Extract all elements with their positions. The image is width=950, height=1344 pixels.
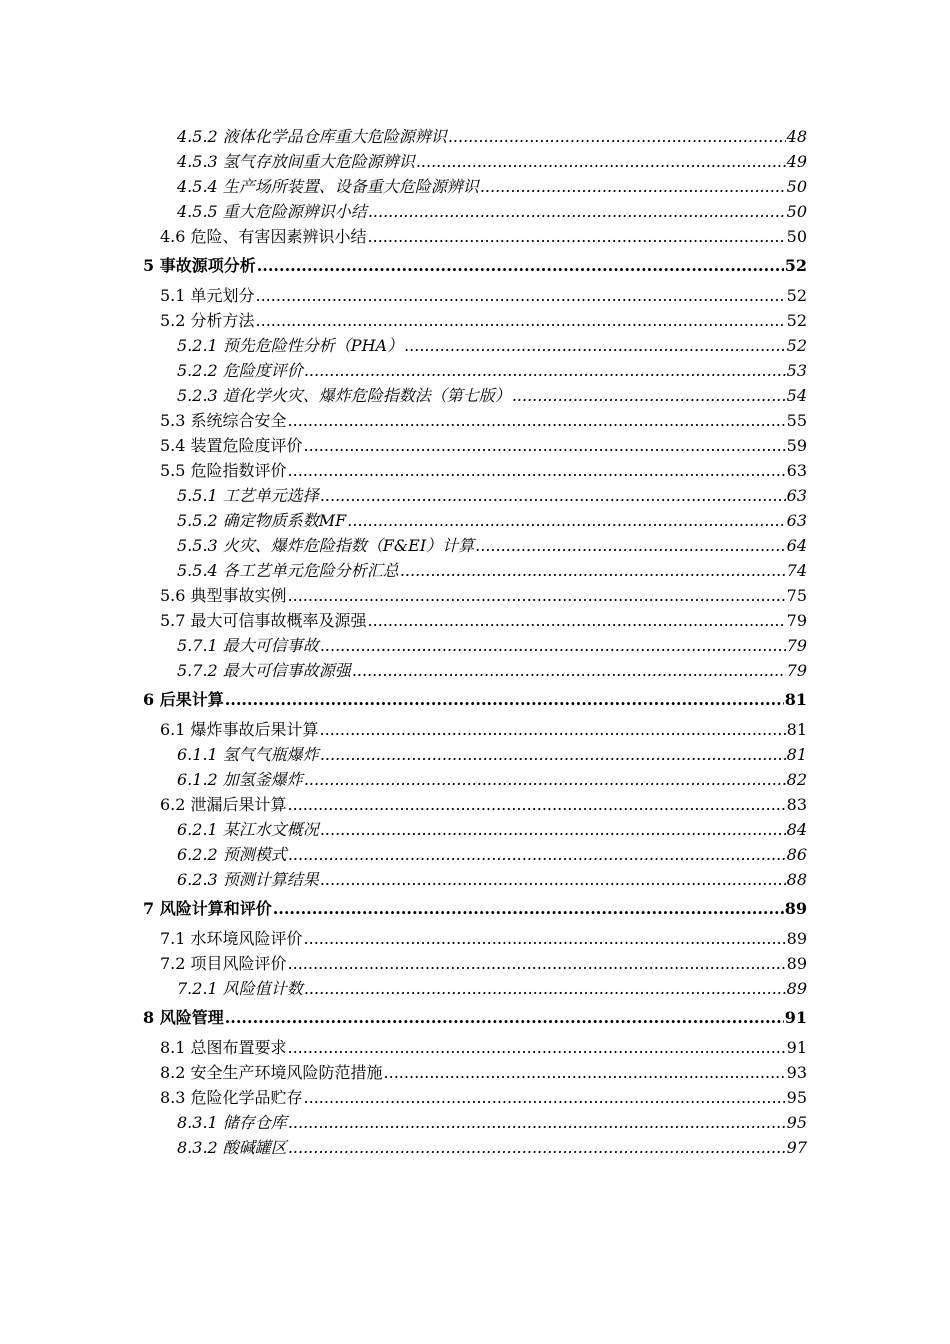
toc-leader-dots (475, 533, 785, 558)
toc-entry-page: 50 (786, 227, 807, 246)
toc-entry-title: 5.5 危险指数评价 (160, 461, 287, 480)
toc-leader-dots (384, 1060, 786, 1085)
toc-entry[interactable] (143, 558, 807, 583)
toc-entry[interactable] (143, 149, 807, 174)
toc-entry-title: 5.1 单元划分 (160, 286, 255, 305)
toc-leader-dots (480, 174, 786, 199)
toc-entry[interactable] (143, 333, 807, 358)
toc-entry-title: 5.5.3 火灾、爆炸危险指数（F&EI）计算 (177, 536, 475, 555)
toc-leader-dots (320, 742, 786, 767)
toc-leader-dots (288, 408, 786, 433)
toc-leader-dots (288, 792, 786, 817)
toc-entry[interactable] (143, 408, 807, 433)
toc-entry[interactable] (143, 608, 807, 633)
toc-entry-page: 84 (786, 820, 807, 839)
toc-leader-dots (257, 249, 784, 283)
toc-entry[interactable] (143, 892, 807, 926)
toc-entry[interactable] (143, 867, 807, 892)
toc-entry-page: 55 (786, 411, 807, 430)
toc-entry[interactable] (143, 283, 807, 308)
toc-entry-title: 4.5.4 生产场所装置、设备重大危险源辨识 (177, 177, 479, 196)
toc-leader-dots (368, 199, 786, 224)
toc-leader-dots (304, 1085, 786, 1110)
toc-leader-dots (320, 633, 786, 658)
toc-entry-page: 81 (786, 720, 807, 739)
toc-entry-title: 4.5.2 液体化学品仓库重大危险源辨识 (177, 127, 447, 146)
toc-entry-page: 79 (786, 636, 807, 655)
toc-entry-title: 5 事故源项分析 (143, 256, 256, 275)
toc-leader-dots (288, 1035, 786, 1060)
toc-leader-dots (288, 1135, 786, 1160)
toc-entry[interactable] (143, 1001, 807, 1035)
toc-entry-title: 5.2.2 危险度评价 (177, 361, 303, 380)
toc-entry-title: 7.2 项目风险评价 (160, 954, 287, 973)
toc-leader-dots (225, 683, 784, 717)
toc-entry[interactable] (143, 717, 807, 742)
toc-entry[interactable] (143, 1135, 807, 1160)
toc-entry[interactable] (143, 383, 807, 408)
toc-leader-dots (320, 483, 786, 508)
toc-entry-title: 5.3 系统综合安全 (160, 411, 287, 430)
toc-leader-dots (416, 149, 786, 174)
toc-entry-title: 5.7.2 最大可信事故源强 (177, 661, 351, 680)
toc-entry-title: 5.7 最大可信事故概率及源强 (160, 611, 367, 630)
toc-entry[interactable] (143, 683, 807, 717)
toc-entry-page: 53 (786, 361, 807, 380)
toc-entry-title: 6.1.2 加氢釜爆炸 (177, 770, 303, 789)
toc-entry[interactable] (143, 508, 807, 533)
toc-leader-dots (352, 658, 786, 683)
toc-entry-title: 5.2 分析方法 (160, 311, 255, 330)
toc-entry-page: 88 (786, 870, 807, 889)
toc-leader-dots (320, 867, 786, 892)
toc-leader-dots (225, 1001, 784, 1035)
toc-entry-page: 95 (786, 1113, 807, 1132)
toc-entry-title: 6.1 爆炸事故后果计算 (160, 720, 319, 739)
toc-entry[interactable] (143, 951, 807, 976)
toc-leader-dots (400, 558, 786, 583)
toc-entry-title: 6.2.1 某江水文概况 (177, 820, 319, 839)
toc-entry-page: 63 (786, 486, 807, 505)
toc-entry[interactable] (143, 817, 807, 842)
toc-leader-dots (347, 508, 785, 533)
toc-entry-title: 8.3.2 酸碱罐区 (177, 1138, 287, 1157)
toc-entry-page: 95 (786, 1088, 807, 1107)
toc-entry-title: 4.6 危险、有害因素辨识小结 (160, 227, 367, 246)
toc-entry-title: 6.2 泄漏后果计算 (160, 795, 287, 814)
toc-entry-page: 54 (786, 386, 807, 405)
toc-entry-title: 6 后果计算 (143, 690, 224, 709)
toc-leader-dots (404, 333, 786, 358)
toc-entry[interactable] (143, 533, 807, 558)
toc-leader-dots (288, 458, 786, 483)
toc-entry-page: 79 (786, 661, 807, 680)
toc-entry-page: 59 (786, 436, 807, 455)
toc-entry-title: 4.5.5 重大危险源辨识小结 (177, 202, 367, 221)
toc-entry-title: 5.2.1 预先危险性分析（PHA） (177, 336, 404, 355)
toc-entry[interactable] (143, 583, 807, 608)
toc-leader-dots (368, 224, 786, 249)
toc-entry-page: 91 (786, 1038, 807, 1057)
toc-leader-dots (304, 767, 786, 792)
toc-entry[interactable] (143, 483, 807, 508)
toc-entry[interactable] (143, 124, 807, 149)
toc-entry-title: 5.5.1 工艺单元选择 (177, 486, 319, 505)
toc-entry-page: 64 (786, 536, 807, 555)
toc-entry-page: 52 (786, 286, 807, 305)
toc-entry-title: 7.2.1 风险值计数 (177, 979, 303, 998)
toc-entry-page: 82 (786, 770, 807, 789)
toc-entry-page: 81 (784, 690, 807, 709)
toc-entry-page: 89 (784, 899, 807, 918)
toc-entry-title: 5.7.1 最大可信事故 (177, 636, 319, 655)
toc-entry[interactable] (143, 1110, 807, 1135)
toc-entry[interactable] (143, 976, 807, 1001)
toc-entry-title: 8.3 危险化学品贮存 (160, 1088, 303, 1107)
toc-entry[interactable] (143, 433, 807, 458)
toc-entry-page: 86 (786, 845, 807, 864)
toc-entry[interactable] (143, 308, 807, 333)
toc-entry[interactable] (143, 926, 807, 951)
toc-leader-dots (288, 951, 786, 976)
toc-entry-title: 8.3.1 储存仓库 (177, 1113, 287, 1132)
toc-entry-page: 50 (786, 177, 807, 196)
toc-entry[interactable] (143, 358, 807, 383)
toc-entry[interactable] (143, 224, 807, 249)
toc-entry[interactable] (143, 658, 807, 683)
toc-entry-title: 5.5.2 确定物质系数MF (177, 511, 347, 530)
toc-entry-page: 50 (786, 202, 807, 221)
toc-entry-title: 8 风险管理 (143, 1008, 224, 1027)
toc-entry-page: 79 (786, 611, 807, 630)
toc-entry-page: 52 (786, 311, 807, 330)
toc-entry-page: 52 (784, 256, 807, 275)
toc-entry-title: 8.1 总图布置要求 (160, 1038, 287, 1057)
toc-entry[interactable] (143, 199, 807, 224)
toc-leader-dots (304, 976, 786, 1001)
toc-entry[interactable] (143, 1035, 807, 1060)
toc-entry-title: 5.6 典型事故实例 (160, 586, 287, 605)
toc-leader-dots (304, 433, 786, 458)
toc-entry-title: 4.5.3 氢气存放间重大危险源辨识 (177, 152, 415, 171)
toc-leader-dots (320, 817, 786, 842)
toc-entry-title: 5.5.4 各工艺单元危险分析汇总 (177, 561, 399, 580)
toc-entry-page: 74 (786, 561, 807, 580)
toc-entry-page: 97 (786, 1138, 807, 1157)
toc-entry-page: 48 (786, 127, 807, 146)
toc-entry-page: 52 (786, 336, 807, 355)
table-of-contents (143, 124, 807, 1160)
toc-entry-page: 91 (784, 1008, 807, 1027)
toc-entry-title: 7.1 水环境风险评价 (160, 929, 303, 948)
toc-entry-title: 6.2.2 预测模式 (177, 845, 287, 864)
toc-entry-page: 89 (786, 954, 807, 973)
toc-entry[interactable] (143, 742, 807, 767)
toc-leader-dots (368, 608, 786, 633)
toc-entry[interactable] (143, 458, 807, 483)
toc-leader-dots (448, 124, 786, 149)
toc-leader-dots (288, 583, 786, 608)
toc-entry-page: 49 (786, 152, 807, 171)
toc-entry[interactable] (143, 792, 807, 817)
toc-entry-page: 93 (786, 1063, 807, 1082)
toc-entry-title: 8.2 安全生产环境风险防范措施 (160, 1063, 383, 1082)
toc-entry[interactable] (143, 1060, 807, 1085)
toc-leader-dots (288, 842, 786, 867)
toc-leader-dots (304, 926, 786, 951)
toc-entry-page: 89 (786, 979, 807, 998)
toc-entry[interactable] (143, 842, 807, 867)
toc-entry-page: 63 (786, 511, 807, 530)
toc-entry-title: 6.1.1 氢气气瓶爆炸 (177, 745, 319, 764)
toc-leader-dots (273, 892, 784, 926)
toc-entry-title: 7 风险计算和评价 (143, 899, 272, 918)
toc-leader-dots (256, 308, 786, 333)
toc-entry[interactable] (143, 633, 807, 658)
toc-entry-page: 75 (786, 586, 807, 605)
toc-entry-title: 6.2.3 预测计算结果 (177, 870, 319, 889)
toc-leader-dots (320, 717, 786, 742)
toc-leader-dots (256, 283, 786, 308)
toc-entry-page: 81 (786, 745, 807, 764)
toc-entry-page: 63 (786, 461, 807, 480)
toc-leader-dots (288, 1110, 786, 1135)
toc-entry[interactable] (143, 249, 807, 283)
toc-entry-page: 89 (786, 929, 807, 948)
toc-leader-dots (512, 383, 786, 408)
toc-entry-page: 83 (786, 795, 807, 814)
toc-entry-title: 5.2.3 道化学火灾、爆炸危险指数法（第七版） (177, 386, 511, 405)
toc-entry[interactable] (143, 174, 807, 199)
toc-entry-title: 5.4 装置危险度评价 (160, 436, 303, 455)
toc-leader-dots (304, 358, 786, 383)
toc-entry[interactable] (143, 767, 807, 792)
toc-entry[interactable] (143, 1085, 807, 1110)
